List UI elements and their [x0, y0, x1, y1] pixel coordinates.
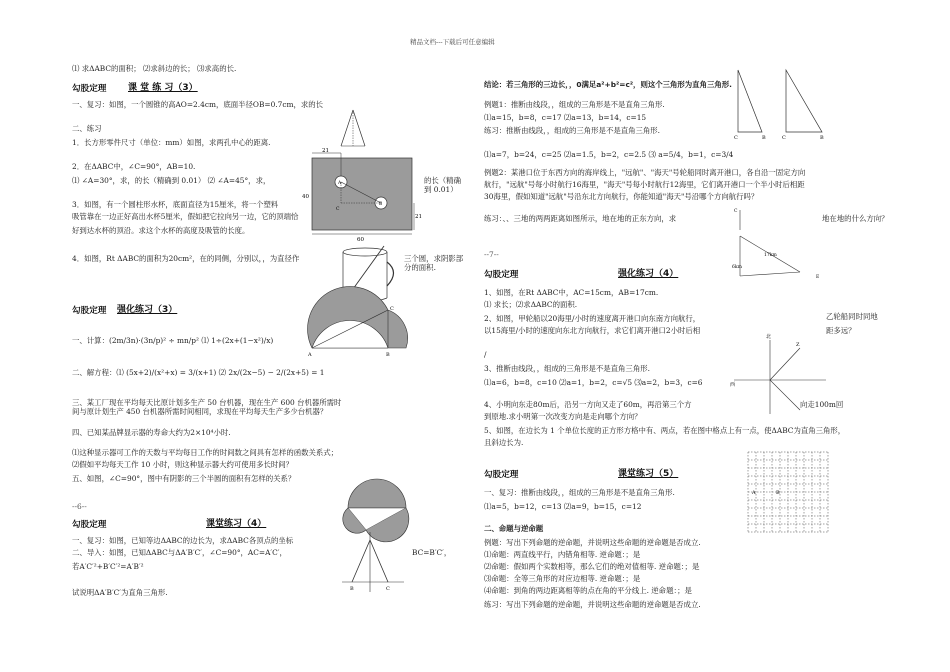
s1-q1: 1．长方形零件尺寸（单位：mm）如图，求两孔中心的距离. [72, 138, 271, 147]
s4-title: 勾股定理 [484, 270, 519, 280]
s2-q4a: ⑴这种显示器可工作的天数与平均每日工作的时间数之间具有怎样的函数关系式； [72, 448, 339, 457]
dim-40: 40 [302, 194, 309, 200]
compass-diagram [730, 334, 840, 424]
s1-title: 勾股定理 [72, 84, 107, 94]
s4-subtitle: 强化练习（4） [618, 269, 679, 279]
s5-e3: ⑶命题：全等三角形的对应边相等. 逆命题：；是 [484, 574, 641, 583]
s4-q4c: 到原地.求小明第一次改变方向是走向哪个方向？ [484, 412, 642, 421]
s3-lead2: BC=B′C′， [412, 548, 452, 557]
s2-q3: 三、某工厂现在平均每天比原计划多生产 50 台机器，现在生产 600 台机器所需时间与原计划生产 450 台机器所需时间相同，求现在平均每天生产多少台机器？ [72, 398, 342, 417]
cone-diagram [338, 108, 368, 153]
pt-b: B [379, 202, 383, 207]
s4-q2a: 2、如图，甲轮船以20海里/小时的速度离开港口向东南方向航行， [484, 314, 701, 323]
practice-2b: 地在地的什么方向？ [822, 214, 889, 223]
page-7-marker: --7-- [484, 250, 499, 259]
s2-q4b: ⑵假如平均每天工作 10 小时，则这种显示器大约可使用多长时间？ [72, 460, 294, 469]
s2-equations: 二、解方程：⑴ (5x+2)/(x²+x) = 3/(x+1) ⑵ 2x/(2x−5) − 2/(2x+5) = 1 [72, 368, 325, 377]
s1-q3a: 3．如图，有一个圆柱形水杯，底面直径为15厘米，将一个塑料 [72, 200, 279, 209]
dim-21-top: 21 [322, 148, 329, 154]
s1-q3b: 吸管靠在一边正好高出水杯5厘米，假如把它拉向另一边，它的顶端恰 [72, 212, 299, 221]
grid-b: B [776, 490, 780, 496]
s4-q5b: 且斜边长为. [484, 438, 524, 447]
dist-17km: 17km [764, 253, 777, 258]
pt-a: A [338, 181, 342, 186]
s4-q1: 1、如图，在Rt ΔABC中，AC=15cm，AB=17cm. [484, 288, 659, 297]
example-2a: 例题2：某港口位于东西方向的海岸线上，"远航"、"海天"号轮船同时离开港口，各自沿一固定方向 [484, 168, 806, 177]
s3-proof: 试说明ΔA′B′C′为直角三角形. [72, 588, 168, 597]
grid-diagram [744, 448, 834, 538]
example-2b: 航行，"远航"号每小时航行16海里，"海天"号每小时航行12海里，它们离开港口一个半小时后相距 [484, 180, 805, 189]
s4-q1a: ⑴ 求长；⑵求ΔABC的面积. [484, 300, 578, 309]
dist-e: E [816, 275, 820, 280]
compass-north: 北 [766, 334, 772, 340]
s1-q3c: 好到达水杯的顶沿。求这个水杯的高度及吸管的长度。 [72, 226, 250, 235]
s1-q2b: ⑴ ∠A=30°，求，的长（精确到 0.01） ⑵ ∠A=45°，求， [72, 176, 271, 185]
s1-subtitle: 课 堂 练 习（3） [128, 83, 198, 93]
s2-q5: 五、如图，∠C=90°，图中有阴影的三个半圆的面积有怎样的关系？ [72, 474, 296, 483]
semi1-a: A [308, 352, 312, 358]
s3-title: 勾股定理 [72, 520, 107, 530]
compass-z: Z [796, 342, 800, 348]
s1-practice: 二、练习 [72, 124, 102, 133]
s1-q4b: 三个圆，求阴影部分的面积. [404, 254, 464, 273]
s2-subtitle: 强化练习（3） [117, 305, 178, 315]
tri-c1: C [734, 135, 738, 141]
s5-e4: ⑷命题：到角的两边距离相等的点在角的平分线上. 逆命题：；是 [484, 586, 692, 595]
equilateral-diagram [338, 530, 408, 600]
right-triangles-diagram [732, 66, 842, 140]
s5-practice: 练习：写出下列命题的逆命题，并说明这些命题的逆命题是否成立. [484, 600, 701, 609]
eq-c: C [386, 586, 390, 592]
eq-b: B [350, 586, 354, 592]
s4-q3-values: ⑴a=6，b=8，c=10 ⑵a=1，b=2，c=√5 ⑶a=2，b=3，c=6 [484, 378, 703, 387]
dist-r: C [734, 209, 738, 214]
rect-part-diagram [302, 148, 422, 243]
s1-review: 一、复习：如图，一个圆锥的高AO=2.4cm，底面半径OB=0.7cm，求的长 [72, 100, 324, 109]
s3-lead: 二、导入：如图，已知ΔABC与ΔA′B′C′，∠C=90°，AC=A′C′， [72, 548, 287, 557]
s4-q2c: 以15海里/小时的速度向东北方向航行，求它们离开港口2小时后相 [484, 326, 701, 335]
semi1-b: B [386, 352, 390, 358]
practice-1: 练习：推断由线段，，组成的三角形是不是直角三角形. [484, 126, 661, 135]
s3-lead3: 若A′C′²+B′C′²=A′B′² [72, 562, 144, 571]
dim-21-right: 21 [415, 214, 422, 220]
example-1: 例题1：推断由线段，，组成的三角形是不是直角三角形. [484, 100, 665, 109]
s5-example: 例题：写出下列命题的逆命题，并说明这些命题的逆命题是否成立. [484, 538, 701, 547]
l-line1: ⑴ 求ΔABC的面积； ⑵求斜边的长； ⑶求高的长. [72, 64, 237, 73]
s4-q2d: 距多远？ [826, 326, 856, 335]
semicircle-diagram-2 [336, 478, 416, 538]
s5-review: 一、复习：推断由线段，，组成的三角形是不是直角三角形. [484, 488, 675, 497]
s5-review-values: ⑴a=5，b=12，c=13 ⑵a=9，b=15，c=12 [484, 502, 642, 511]
s3-review: 一、复习：如图，已知等边ΔABC的边长为，求ΔABC各顶点的坐标 [72, 536, 294, 545]
s2-title: 勾股定理 [72, 306, 107, 316]
s1-q2a: 2．在ΔABC中，∠C=90°，AB=10. [72, 162, 196, 171]
s5-e1: ⑴命题：两直线平行，内错角相等. 逆命题：；是 [484, 550, 641, 559]
grid-a: A [752, 490, 756, 496]
page-6-marker: --6-- [72, 502, 87, 511]
s1-q2c: 的长（精确到 0.01） [424, 176, 461, 195]
example-1-values: ⑴a=15，b=8，c=17 ⑵a=13，b=14，c=15 [484, 113, 647, 122]
s4-q3: 3、推断由线段，，组成的三角形是不是直角三角形. [484, 364, 650, 373]
distance-diagram [730, 206, 830, 286]
semicircle-diagram-1 [306, 296, 416, 358]
practice-2a: 练习：、、三地的两两距离如图所示，地在地的正东方向，求 [484, 214, 677, 223]
s5-title: 勾股定理 [484, 470, 519, 480]
practice-1-values: ⑴a=7，b=24，c=25 ⑵a=1.5，b=2，c=2.5 ⑶ a=5/4，b=1，c=3/4 [484, 150, 734, 159]
semi1-c: C [390, 306, 394, 312]
example-2c: 30海里，假如知道"远航"号沿东北方向航行，你能知道"海天"号沿哪个方向航行吗？ [484, 192, 759, 201]
tri-b1: B [762, 135, 766, 141]
s5-e2: ⑵命题：假如两个实数相等，那么它们的绝对值相等. 逆命题：；是 [484, 562, 700, 571]
s3-subtitle: 课堂练习（4） [206, 519, 267, 529]
compass-west: 西 [730, 382, 736, 388]
tri-c2: C [782, 135, 786, 141]
page-header: 精品文档---下载后可任意编辑 [410, 38, 495, 46]
s4-q2b: 乙轮船同时同地 [826, 312, 878, 321]
dim-60: 60 [357, 237, 364, 243]
conclusion: 结论：若三角形的三边长，，0满足a²+b²=c²，则这个三角形为直角三角形. [484, 80, 732, 89]
s5-subtitle: 课堂练习（5） [618, 469, 679, 479]
dist-6km: 6km [732, 265, 742, 270]
s4-q4b: 向走100m回 [800, 400, 844, 409]
pt-c: C [336, 207, 340, 212]
tri-b2: B [820, 135, 824, 141]
s2-calc: 一、计算：(2m/3n)·(3n/p)² ÷ mn/p² ⑴ 1÷(2x+(1−x²)/x) [72, 336, 274, 345]
s1-q4a: 4．如图，Rt ΔABC的面积为20cm²，在的同侧，分别以，，为直径作 [72, 254, 300, 263]
s4-slash: / [484, 350, 487, 359]
s4-q4a: 4、小明向东走80m后，沿另一方向又走了60m，再沿第三个方 [484, 400, 692, 409]
s2-q4: 四、已知某品牌显示器的寿命大约为2×10⁴小时. [72, 428, 231, 437]
s4-q5a: 5、如图，在边长为 1 个单位长度的正方形方格中有、两点，若在图中格点上有一点，使ΔABC为直角三角形， [484, 426, 846, 435]
s5-heading-2: 二、命题与逆命题 [484, 524, 544, 533]
